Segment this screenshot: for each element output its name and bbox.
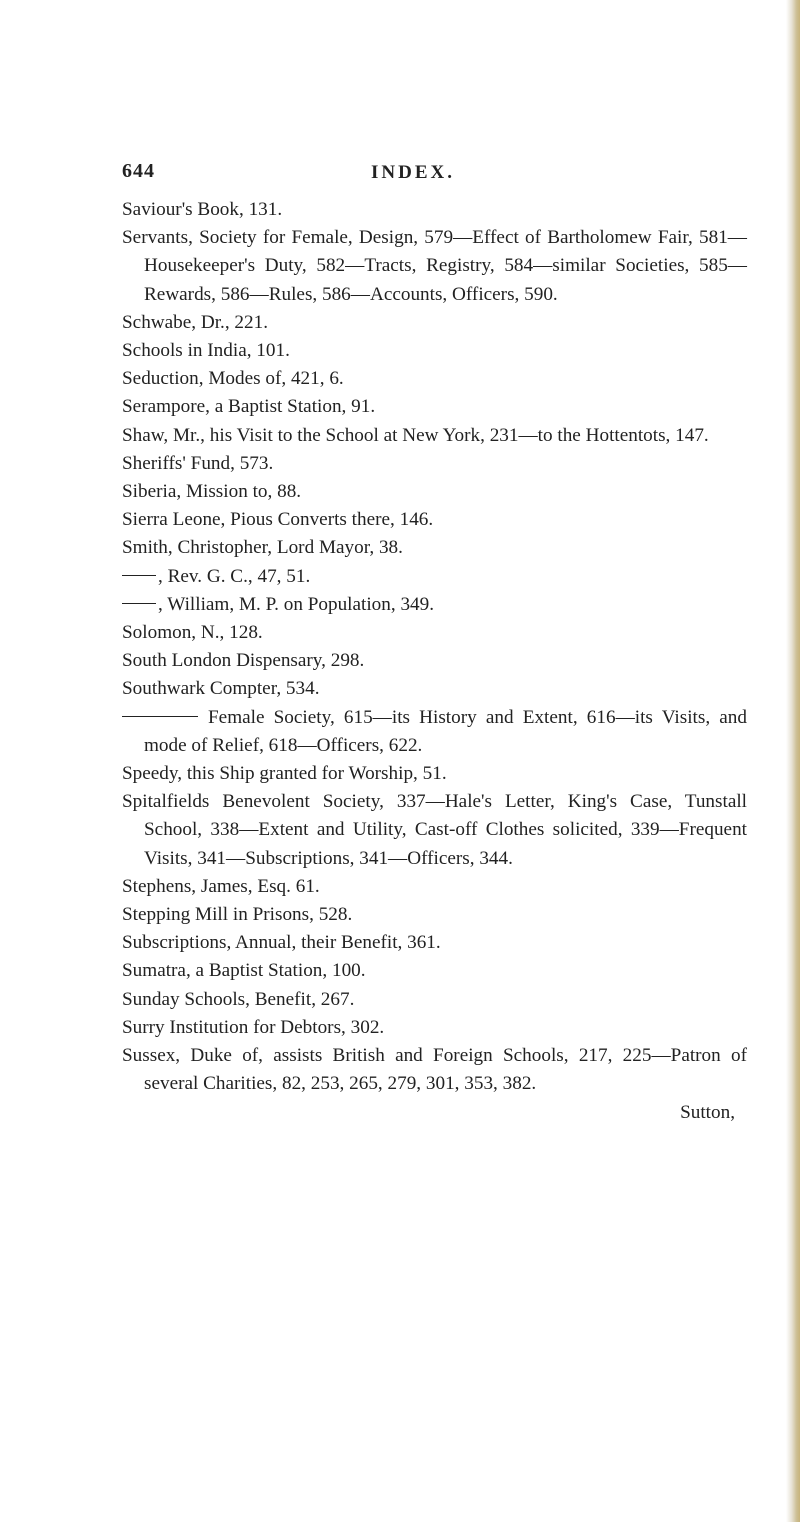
index-list — [122, 196, 747, 1127]
ditto-dash — [122, 603, 156, 604]
index-subentry-text: , William, M. P. on Population, 349. — [158, 593, 435, 615]
index-subentry — [122, 563, 747, 591]
index-entry: Subscriptions, Annual, their Benefit, 361. — [122, 932, 441, 954]
catchword: Sutton, — [680, 1101, 735, 1123]
running-head: INDEX. — [371, 162, 455, 183]
index-entry: Stephens, James, Esq. 61. — [122, 875, 320, 897]
index-entry: Sunday Schools, Benefit, 267. — [122, 988, 355, 1010]
index-entry: Surry Institution for Debtors, 302. — [122, 1016, 385, 1038]
index-entry: Shaw, Mr., his Visit to the School at New York, 231—to the Hottentots, 147. — [122, 424, 709, 446]
index-entry: Sierra Leone, Pious Converts there, 146. — [122, 509, 434, 531]
page-number: 644 — [122, 160, 155, 182]
index-entry: Servants, Society for Female, Design, 579—Effect of Bartholomew Fair, 581—Housekeeper's Duty, 582—Tracts, Registry, 584—similar Societies, 585—Rewards, 586—Rules, 586—Accounts, Officers, 590. — [122, 227, 747, 305]
ditto-dash — [122, 575, 156, 576]
index-subentry-text: Female Society, 615—its History and Extent, 616—its Visits, and mode of Relief, 618—Officers, 622. — [144, 706, 747, 756]
index-entry: Sheriffs' Fund, 573. — [122, 452, 274, 474]
index-entry: Saviour's Book, 131. — [122, 199, 283, 220]
index-entry: Seduction, Modes of, 421, 6. — [122, 368, 344, 390]
ditto-dash — [122, 716, 198, 717]
index-entry: Sumatra, a Baptist Station, 100. — [122, 960, 366, 982]
index-entry: Sussex, Duke of, assists British and Foreign Schools, 217, 225—Patron of several Charities, 82, 253, 265, 279, 301, 353, 382. — [122, 1045, 747, 1095]
index-subentry — [122, 704, 747, 760]
index-entry: South London Dispensary, 298. — [122, 650, 365, 672]
index-entry: Solomon, N., 128. — [122, 622, 263, 644]
index-entry: Stepping Mill in Prisons, 528. — [122, 904, 353, 926]
index-entry: Schwabe, Dr., 221. — [122, 311, 269, 333]
page-header — [122, 160, 722, 190]
index-subentry-text: , Rev. G. C., 47, 51. — [158, 565, 311, 587]
index-entry: Serampore, a Baptist Station, 91. — [122, 396, 376, 418]
index-subentry — [122, 591, 747, 619]
index-entry: Speedy, this Ship granted for Worship, 51. — [122, 763, 447, 785]
index-entry: Siberia, Mission to, 88. — [122, 481, 302, 503]
page-edge — [786, 0, 800, 1522]
index-entry: Southwark Compter, 534. — [122, 678, 320, 700]
index-entry: Smith, Christopher, Lord Mayor, 38. — [122, 537, 403, 559]
index-entry: Spitalfields Benevolent Society, 337—Hale's Letter, King's Case, Tunstall School, 338—Extent and Utility, Cast-off Clothes solicited, 339—Frequent Visits, 341—Subscriptions, 341—Officers, 344. — [122, 791, 747, 869]
index-entry: Schools in India, 101. — [122, 340, 290, 362]
